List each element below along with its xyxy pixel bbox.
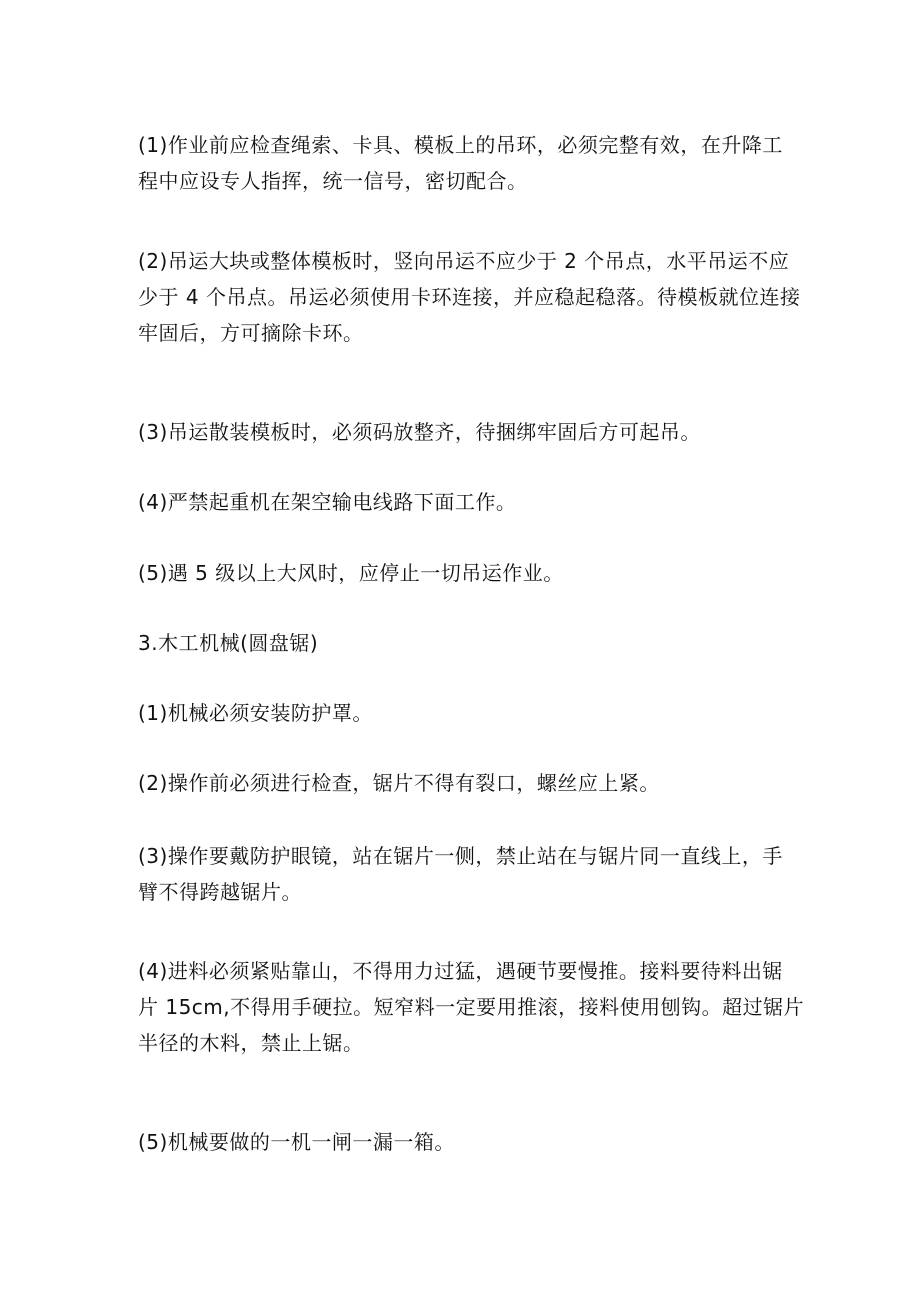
paragraph-2 <box>138 243 801 351</box>
text-line: (3)操作要戴防护眼镜，站在锯片一侧，禁止站在与锯片同一直线上，手 <box>138 844 783 868</box>
paragraph-3 <box>138 414 790 450</box>
paragraph-8 <box>138 838 790 910</box>
paragraph-4 <box>138 484 790 520</box>
text-line: (5)遇 5 级以上大风时，应停止一切吊运作业。 <box>138 561 564 585</box>
text-line: (5)机械要做的一机一闸一漏一箱。 <box>138 1130 455 1154</box>
text-line: 程中应设专人指挥，统一信号，密切配合。 <box>138 169 528 193</box>
paragraph-7 <box>138 765 790 801</box>
text-line: (2)操作前必须进行检查，锯片不得有裂口，螺丝应上紧。 <box>138 771 660 795</box>
text-line: 臂不得跨越锯片。 <box>138 880 302 904</box>
paragraph-6 <box>138 695 790 731</box>
paragraph-1 <box>138 127 790 199</box>
text-line: 3.木工机械(圆盘锯) <box>138 631 319 655</box>
text-line: 片 15cm,不得用手硬拉。短窄料一定要用推滚，接料使用刨钩。超过锯片 <box>138 995 805 1019</box>
text-line: 牢固后，方可摘除卡环。 <box>138 321 364 345</box>
text-line: (1)机械必须安装防护罩。 <box>138 701 373 725</box>
text-line: 半径的木料，禁止上锯。 <box>138 1031 364 1055</box>
text-line: (1)作业前应检查绳索、卡具、模板上的吊环，必须完整有效，在升降工 <box>138 133 783 157</box>
text-line: 少于 4 个吊点。吊运必须使用卡环连接，并应稳起稳落。待模板就位连接 <box>138 285 801 309</box>
text-line: (2)吊运大块或整体模板时，竖向吊运不应少于 2 个吊点，水平吊运不应 <box>138 249 790 273</box>
text-line: (4)进料必须紧贴靠山，不得用力过猛，遇硬节要慢推。接料要待料出锯 <box>138 959 783 983</box>
paragraph-10 <box>138 1124 790 1160</box>
paragraph-5 <box>138 555 790 591</box>
section-heading <box>138 625 790 661</box>
text-line: (3)吊运散装模板时，必须码放整齐，待捆绑牢固后方可起吊。 <box>138 420 701 444</box>
paragraph-9 <box>138 953 805 1061</box>
text-line: (4)严禁起重机在架空输电线路下面工作。 <box>138 490 517 514</box>
